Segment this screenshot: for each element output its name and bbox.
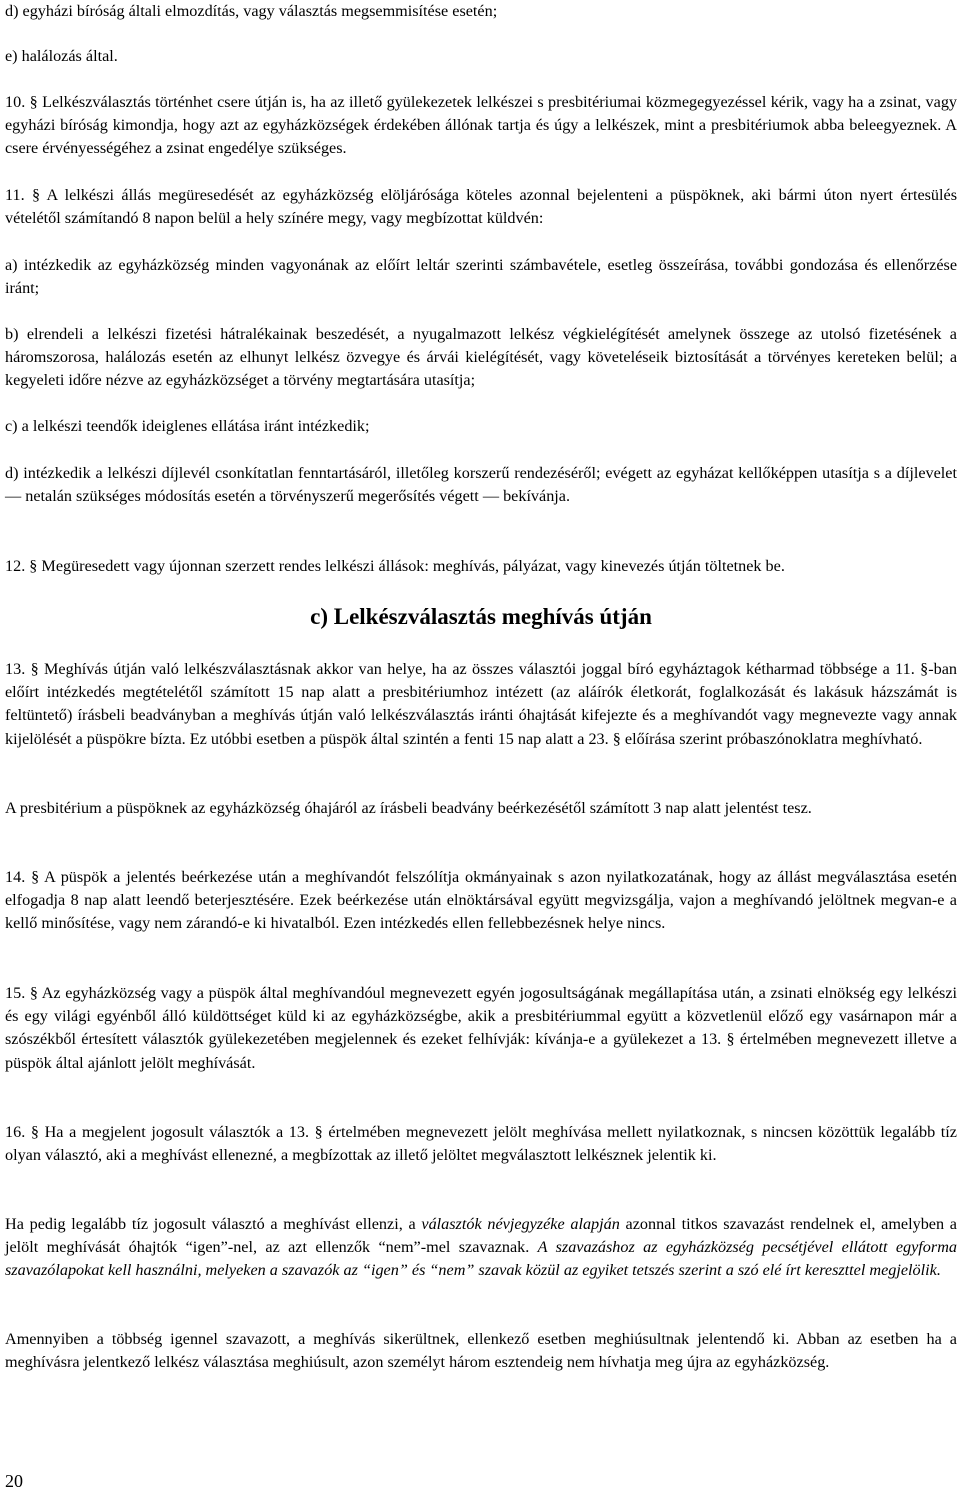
section-number: 12. xyxy=(5,557,26,575)
paragraph-item-d xyxy=(5,0,957,23)
section-13-paragraph-2 xyxy=(5,797,957,820)
section-16 xyxy=(5,1121,957,1167)
paragraph-text: Amennyiben a többség igennel szavazott, a meghívás sikerültnek, ellenkező esetben meghiúsultnak jelentendő ki. Abban az esetben ha a meghívásra jelentkező lelkész választása meghiúsult, azon személyt három esztendeig nem hívhatja meg újra az egyházközség. xyxy=(5,1330,957,1372)
item-d-text: d) egyházi bíróság általi elmozdítás, vagy választás megsemmisítése esetén; xyxy=(5,2,498,20)
section-15 xyxy=(5,982,957,1075)
section-11-item-b xyxy=(5,323,957,393)
section-11-item-d xyxy=(5,462,957,508)
section-10 xyxy=(5,91,957,161)
section-sign-icon: § xyxy=(31,186,41,204)
page-number: 20 xyxy=(5,1471,23,1491)
section-11-item-a xyxy=(5,254,957,300)
paragraph-text: A presbitérium a püspöknek az egyházközség óhajáról az írásbeli beadvány beérkezésétől számított 3 nap alatt jelentést tesz. xyxy=(5,799,812,817)
section-text: Meghívás útján való lelkészválasztásnak akkor van helye, ha az összes választói joggal bíró egyháztagok kétharmad többsége a 11. §-ban előírt intézkedés megtételétől számított 15 nap alatt a presbitériumhoz intézett (az aláírók életkorát, foglalkozását és lakásuk házszámát is feltüntető) írásbeli beadványban a meghívás útján való lelkészválasztás iránti óhajtását kifejezte és a meghívandót vagy megnevezte vagy annak kijelölését a püspökre bízta. Ez utóbbi esetben a püspök által szintén a fenti 15 nap alatt a 23. § előírása szerint próbaszónoklatra meghívható. xyxy=(5,660,958,748)
section-sign-icon: § xyxy=(29,93,38,111)
item-a-text: a) intézkedik az egyházközség minden vagyonának az előírt leltár szerinti számbavétele, esetleg összeírása, további gondozása és ellenőrzése iránt; xyxy=(5,256,957,298)
section-heading: c) Lelkészválasztás meghívás útján xyxy=(310,604,652,629)
paragraph-text-part: Ha pedig legalább tíz jogosult választó a meghívást ellenzi, a xyxy=(5,1215,422,1233)
section-14 xyxy=(5,866,957,936)
section-13 xyxy=(5,658,957,751)
section-number: 13. xyxy=(5,660,26,678)
paragraph-text-part: azonnal titkos szavazást rendelnek el, amelyben a jelölt meghívását óhajtók “igen”-nel, az azt ellenzők “nem”-mel szavaznak. xyxy=(5,1215,957,1257)
section-number: 16. xyxy=(5,1123,26,1141)
section-sign-icon: § xyxy=(31,868,40,886)
section-sign-icon: § xyxy=(30,1123,39,1141)
section-number: 11. xyxy=(5,186,25,204)
paragraph-text-italic: A szavazáshoz az egyházközség pecsétjével ellátott egyforma szavazólapokat kell használni, melyeken a szavazók az “igen” és “nem” szavak közül az egyiket tetszés szerint a szó elé írt kereszttel megjelölik. xyxy=(5,1238,957,1280)
section-text: A lelkészi állás megüresedését az egyházközség elöljárósága köteles azonnal bejelenteni a püspöknek, aki bármi úton nyert értesülés vételétől számítandó 8 napon belül a hely színére megy, vagy megbízottat küldvén: xyxy=(5,186,958,228)
section-16-paragraph-3 xyxy=(5,1328,957,1374)
section-text: Lelkészválasztás történhet csere útján is, ha az illető gyülekezetek lelkészei s presbitériumai közmegegyezéssel kérik, vagy ha a zsinat, vagy egyházi bíróság kimondja, hogy azt az egyházközségek érdekében állónak tartja és úgy a lelkészek, mint a presbitériumok abba beleegyeznek. A csere érvényességéhez a zsinat engedélye szükséges. xyxy=(5,93,958,158)
section-16-paragraph-2 xyxy=(5,1213,957,1283)
section-number: 15. xyxy=(5,984,26,1002)
section-text: Megüresedett vagy újonnan szerzett rendes lelkészi állások: meghívás, pályázat, vagy kinevezés útján töltetnek be. xyxy=(37,557,785,575)
section-11-item-c xyxy=(5,415,957,438)
section-sign-icon: § xyxy=(30,660,39,678)
item-e-text: e) halálozás által. xyxy=(5,47,118,65)
paragraph-item-e xyxy=(5,45,957,68)
item-c-text: c) a lelkészi teendők ideiglenes ellátása iránt intézkedik; xyxy=(5,417,370,435)
section-number: 14. xyxy=(5,868,26,886)
item-b-text: b) elrendeli a lelkészi fizetési hátralékainak beszedését, a nyugalmazott lelkész végkielégítését amelynek összege az utolsó fizetésének a háromszorosa, halálozás esetén az elhunyt lelkész özvegye és árvái kielégítését, vagy követeléseik biztosítását a törvényes kereteken belül; a kegyeleti időre nézve az egyházközséget a törvény megtartására utasítja; xyxy=(5,325,957,390)
section-text: A püspök a jelentés beérkezése után a meghívandót felszólítja okmányainak s azon nyilatkozatának, hogy az állást megválasztása esetén elfogadja 8 nap alatt leendő beterjesztésére. Ezek beérkezése után elnöktársával együtt megvizsgálja, vajon a meghívandó jelöltnek megvan-e a kellő minősítése, vagy nem zárandó-e ki hivatalból. Ezen intézkedés ellen fellebbezésnek helye nincs. xyxy=(5,868,957,933)
section-12 xyxy=(5,555,957,578)
section-sign-icon: § xyxy=(29,557,38,575)
section-sign-icon: § xyxy=(29,984,38,1002)
section-11 xyxy=(5,184,957,230)
section-number: 10. xyxy=(5,93,26,111)
section-text: Az egyházközség vagy a püspök által meghívandóul megnevezett egyén jogosultságának megállapítása után, a zsinati elnökség egy lelkészi és egy világi egyénből álló küldöttséget küld ki az egyházközségbe, akik a presbitériummal együtt a közvetlenül előző egy vasárnapon már a szószékből értesített választók gyülekezetében megjelennek és ezeket felhívják: kívánja-e a gyülekezet a 13. § értelmében megnevezett illetve a püspök által ajánlott jelölt meghívását. xyxy=(5,984,958,1072)
item-d-text: d) intézkedik a lelkészi díjlevél csonkítatlan fenntartásáról, illetőleg korszerű rendezéséről; evégett az egyházat kellőképpen utasítja s a díjlevelet — netalán szükséges módosítás esetén a törvényszerű megerősítés végett — bekívánja. xyxy=(5,464,957,506)
paragraph-text-italic: választók névjegyzéke alapján xyxy=(421,1215,620,1233)
section-text: Ha a megjelent jogosult választók a 13. § értelmében megnevezett jelölt meghívása mellett nyilatkoznak, s nincsen közöttük legalább tíz olyan választó, aki a meghívást ellenezné, a megbízottak az illető jelöltet megválasztott lelkésznek jelentik ki. xyxy=(5,1123,957,1165)
